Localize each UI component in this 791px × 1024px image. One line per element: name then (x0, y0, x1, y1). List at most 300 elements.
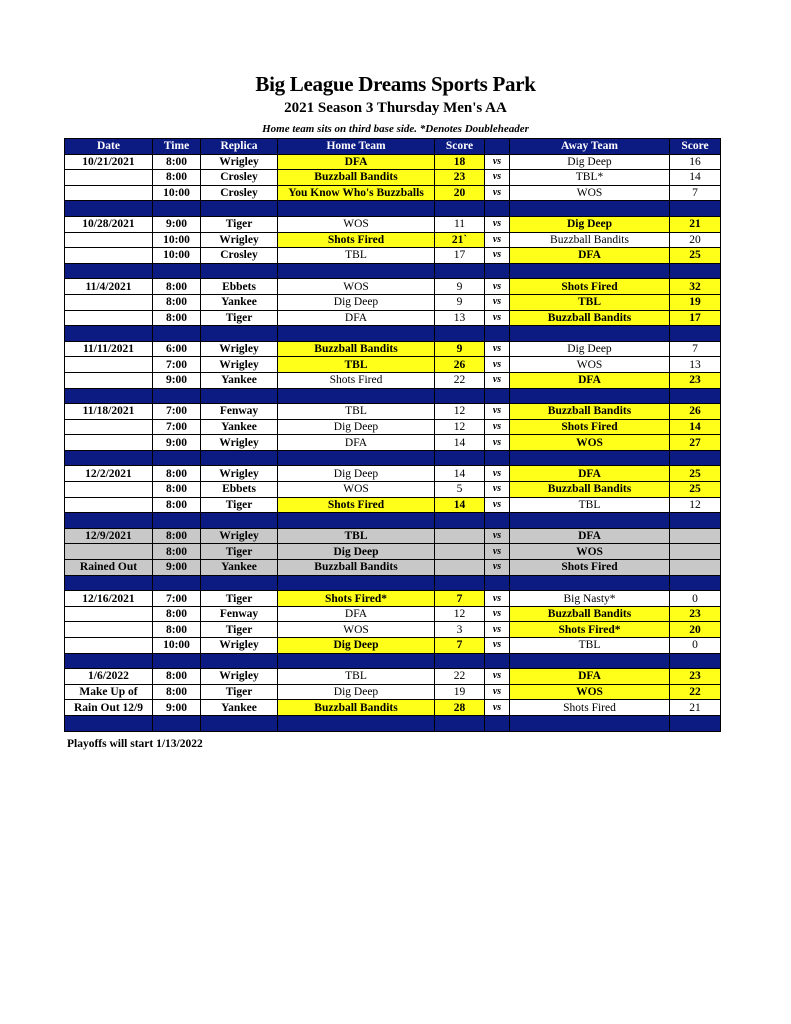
separator-cell (485, 575, 510, 591)
time-cell: 8:00 (153, 684, 201, 700)
vs-cell: vs (485, 560, 510, 576)
date-cell: 12/2/2021 (65, 466, 153, 482)
away-team-cell: WOS (510, 544, 670, 560)
time-cell: 8:00 (153, 294, 201, 310)
week-separator (65, 326, 721, 342)
date-cell: 11/4/2021 (65, 279, 153, 295)
time-cell: 10:00 (153, 185, 201, 201)
time-cell: 7:00 (153, 419, 201, 435)
home-team-cell: Dig Deep (278, 638, 435, 654)
home-score-cell: 12 (435, 404, 485, 420)
home-score-cell: 19 (435, 684, 485, 700)
away-score-cell (670, 544, 721, 560)
separator-cell (278, 575, 435, 591)
week-separator (65, 263, 721, 279)
home-team-cell: Dig Deep (278, 466, 435, 482)
time-cell: 8:00 (153, 170, 201, 186)
home-score-cell: 18 (435, 154, 485, 170)
vs-cell: vs (485, 528, 510, 544)
separator-cell (435, 263, 485, 279)
time-cell: 7:00 (153, 357, 201, 373)
away-score-cell: 20 (670, 622, 721, 638)
separator-cell (153, 201, 201, 217)
home-score-cell: 28 (435, 700, 485, 716)
date-cell: 10/28/2021 (65, 216, 153, 232)
date-cell (65, 622, 153, 638)
home-team-cell: WOS (278, 216, 435, 232)
away-team-cell: DFA (510, 528, 670, 544)
week-separator (65, 201, 721, 217)
separator-cell (510, 201, 670, 217)
separator-cell (201, 388, 278, 404)
time-cell: 9:00 (153, 372, 201, 388)
home-team-cell: Buzzball Bandits (278, 560, 435, 576)
time-cell: 8:00 (153, 154, 201, 170)
home-score-cell: 7 (435, 638, 485, 654)
separator-cell (201, 263, 278, 279)
date-cell: Rain Out 12/9 (65, 700, 153, 716)
away-team-cell: TBL* (510, 170, 670, 186)
vs-cell: vs (485, 466, 510, 482)
vs-cell: vs (485, 684, 510, 700)
home-team-cell: Shots Fired (278, 372, 435, 388)
vs-cell: vs (485, 185, 510, 201)
table-row (65, 372, 721, 388)
page-subtitle: 2021 Season 3 Thursday Men's AA (284, 100, 507, 116)
separator-cell (278, 263, 435, 279)
separator-cell (510, 575, 670, 591)
date-cell: 11/18/2021 (65, 404, 153, 420)
separator-cell (153, 326, 201, 342)
replica-cell: Wrigley (201, 466, 278, 482)
home-team-cell: DFA (278, 435, 435, 451)
replica-cell: Tiger (201, 544, 278, 560)
time-cell: 8:00 (153, 279, 201, 295)
vs-cell: vs (485, 404, 510, 420)
away-team-cell: Dig Deep (510, 341, 670, 357)
separator-cell (435, 388, 485, 404)
separator-cell (278, 388, 435, 404)
table-row (65, 232, 721, 248)
time-cell: 8:00 (153, 310, 201, 326)
time-cell: 9:00 (153, 560, 201, 576)
away-score-cell: 14 (670, 419, 721, 435)
header-row (65, 139, 721, 155)
away-team-cell: Shots Fired (510, 279, 670, 295)
vs-cell: vs (485, 606, 510, 622)
away-team-cell: Shots Fired (510, 419, 670, 435)
replica-cell: Tiger (201, 591, 278, 607)
away-team-cell: TBL (510, 294, 670, 310)
time-cell: 8:00 (153, 466, 201, 482)
away-team-cell: Buzzball Bandits (510, 404, 670, 420)
home-team-cell: Dig Deep (278, 544, 435, 560)
time-cell: 7:00 (153, 591, 201, 607)
away-score-cell: 0 (670, 591, 721, 607)
home-score-cell: 14 (435, 497, 485, 513)
home-score-cell: 9 (435, 341, 485, 357)
vs-cell: vs (485, 669, 510, 685)
home-team-cell: Dig Deep (278, 294, 435, 310)
away-score-cell: 21 (670, 216, 721, 232)
home-team-cell: Buzzball Bandits (278, 170, 435, 186)
separator-cell (485, 326, 510, 342)
separator-cell (201, 575, 278, 591)
home-team-cell: TBL (278, 248, 435, 264)
date-cell: Make Up of (65, 684, 153, 700)
separator-cell (670, 513, 721, 529)
away-team-cell: Buzzball Bandits (510, 482, 670, 498)
away-team-cell: DFA (510, 669, 670, 685)
vs-cell: vs (485, 357, 510, 373)
replica-cell: Crosley (201, 170, 278, 186)
home-score-cell: 17 (435, 248, 485, 264)
separator-cell (435, 575, 485, 591)
time-cell: 6:00 (153, 341, 201, 357)
replica-cell: Tiger (201, 497, 278, 513)
replica-cell: Yankee (201, 560, 278, 576)
date-cell: Rained Out (65, 560, 153, 576)
table-row (65, 185, 721, 201)
vs-cell: vs (485, 232, 510, 248)
replica-cell: Yankee (201, 419, 278, 435)
table-row (65, 544, 721, 560)
date-cell (65, 248, 153, 264)
table-row (65, 466, 721, 482)
separator-cell (201, 653, 278, 669)
table-row (65, 622, 721, 638)
time-cell: 10:00 (153, 638, 201, 654)
home-score-cell: 14 (435, 466, 485, 482)
table-row (65, 419, 721, 435)
separator-cell (65, 201, 153, 217)
separator-cell (153, 388, 201, 404)
time-cell: 10:00 (153, 248, 201, 264)
date-cell (65, 419, 153, 435)
vs-cell: vs (485, 544, 510, 560)
home-team-cell: WOS (278, 279, 435, 295)
separator-cell (485, 450, 510, 466)
separator-cell (510, 388, 670, 404)
schedule-body (65, 154, 721, 731)
home-team-cell: DFA (278, 606, 435, 622)
vs-cell: vs (485, 638, 510, 654)
separator-cell (435, 513, 485, 529)
away-score-cell: 32 (670, 279, 721, 295)
week-separator (65, 653, 721, 669)
home-score-cell: 21` (435, 232, 485, 248)
replica-cell: Fenway (201, 606, 278, 622)
separator-cell (65, 715, 153, 731)
vs-cell: vs (485, 700, 510, 716)
table-row (65, 310, 721, 326)
replica-cell: Ebbets (201, 482, 278, 498)
home-team-cell: Buzzball Bandits (278, 700, 435, 716)
table-row (65, 357, 721, 373)
away-team-cell: Buzzball Bandits (510, 310, 670, 326)
header-home-score: Score (435, 139, 485, 155)
vs-cell: vs (485, 154, 510, 170)
table-row (65, 497, 721, 513)
header-home-team: Home Team (278, 139, 435, 155)
replica-cell: Wrigley (201, 669, 278, 685)
home-score-cell: 9 (435, 279, 485, 295)
time-cell: 8:00 (153, 622, 201, 638)
away-score-cell: 21 (670, 700, 721, 716)
away-score-cell: 12 (670, 497, 721, 513)
away-team-cell: TBL (510, 497, 670, 513)
separator-cell (670, 201, 721, 217)
separator-cell (153, 715, 201, 731)
home-team-cell: TBL (278, 528, 435, 544)
away-team-cell: Buzzball Bandits (510, 232, 670, 248)
away-score-cell: 7 (670, 341, 721, 357)
separator-cell (510, 450, 670, 466)
playoffs-note: Playoffs will start 1/13/2022 (67, 738, 203, 750)
home-score-cell: 13 (435, 310, 485, 326)
vs-cell: vs (485, 622, 510, 638)
away-score-cell (670, 528, 721, 544)
separator-cell (670, 388, 721, 404)
away-score-cell: 19 (670, 294, 721, 310)
home-score-cell: 23 (435, 170, 485, 186)
separator-cell (153, 653, 201, 669)
separator-cell (435, 201, 485, 217)
week-separator (65, 513, 721, 529)
home-score-cell: 22 (435, 669, 485, 685)
home-score-cell: 20 (435, 185, 485, 201)
table-row (65, 435, 721, 451)
away-team-cell: DFA (510, 372, 670, 388)
vs-cell: vs (485, 216, 510, 232)
replica-cell: Yankee (201, 700, 278, 716)
date-cell (65, 232, 153, 248)
date-cell: 10/21/2021 (65, 154, 153, 170)
time-cell: 10:00 (153, 232, 201, 248)
home-team-cell: DFA (278, 154, 435, 170)
vs-cell: vs (485, 294, 510, 310)
vs-cell: vs (485, 435, 510, 451)
week-separator (65, 715, 721, 731)
replica-cell: Tiger (201, 216, 278, 232)
separator-cell (153, 263, 201, 279)
vs-cell: vs (485, 248, 510, 264)
separator-cell (510, 263, 670, 279)
away-team-cell: WOS (510, 357, 670, 373)
time-cell: 8:00 (153, 482, 201, 498)
separator-cell (670, 263, 721, 279)
away-score-cell: 25 (670, 466, 721, 482)
home-team-cell: DFA (278, 310, 435, 326)
home-score-cell: 5 (435, 482, 485, 498)
vs-cell: vs (485, 170, 510, 186)
home-team-cell: You Know Who's Buzzballs (278, 185, 435, 201)
separator-cell (201, 201, 278, 217)
date-cell (65, 310, 153, 326)
away-score-cell: 22 (670, 684, 721, 700)
date-cell (65, 435, 153, 451)
table-row (65, 482, 721, 498)
away-team-cell: Buzzball Bandits (510, 606, 670, 622)
time-cell: 8:00 (153, 669, 201, 685)
separator-cell (485, 201, 510, 217)
time-cell: 9:00 (153, 700, 201, 716)
separator-cell (278, 653, 435, 669)
home-score-cell: 12 (435, 606, 485, 622)
separator-cell (670, 575, 721, 591)
page-title: Big League Dreams Sports Park (255, 72, 536, 96)
week-separator (65, 388, 721, 404)
away-score-cell: 27 (670, 435, 721, 451)
table-row (65, 154, 721, 170)
date-cell (65, 606, 153, 622)
home-score-cell: 3 (435, 622, 485, 638)
replica-cell: Wrigley (201, 357, 278, 373)
date-cell: 12/16/2021 (65, 591, 153, 607)
separator-cell (65, 450, 153, 466)
vs-cell: vs (485, 372, 510, 388)
away-team-cell: WOS (510, 435, 670, 451)
date-cell (65, 638, 153, 654)
home-team-cell: Buzzball Bandits (278, 341, 435, 357)
separator-cell (153, 575, 201, 591)
separator-cell (65, 575, 153, 591)
away-score-cell: 7 (670, 185, 721, 201)
away-team-cell: Big Nasty* (510, 591, 670, 607)
separator-cell (278, 513, 435, 529)
replica-cell: Tiger (201, 684, 278, 700)
table-row (65, 638, 721, 654)
away-team-cell: Shots Fired (510, 560, 670, 576)
separator-cell (485, 263, 510, 279)
away-score-cell: 16 (670, 154, 721, 170)
date-cell (65, 294, 153, 310)
table-row (65, 341, 721, 357)
replica-cell: Wrigley (201, 341, 278, 357)
separator-cell (670, 715, 721, 731)
away-score-cell: 23 (670, 606, 721, 622)
away-team-cell: WOS (510, 684, 670, 700)
replica-cell: Wrigley (201, 154, 278, 170)
replica-cell: Ebbets (201, 279, 278, 295)
table-row (65, 279, 721, 295)
home-score-cell: 22 (435, 372, 485, 388)
separator-cell (153, 450, 201, 466)
schedule-table (64, 138, 721, 732)
home-score-cell: 12 (435, 419, 485, 435)
away-score-cell: 23 (670, 669, 721, 685)
header-time: Time (153, 139, 201, 155)
separator-cell (278, 715, 435, 731)
time-cell: 8:00 (153, 544, 201, 560)
separator-cell (670, 326, 721, 342)
home-score-cell: 11 (435, 216, 485, 232)
separator-cell (65, 263, 153, 279)
separator-cell (278, 450, 435, 466)
separator-cell (278, 326, 435, 342)
away-score-cell: 23 (670, 372, 721, 388)
vs-cell: vs (485, 497, 510, 513)
table-row (65, 216, 721, 232)
home-team-cell: Dig Deep (278, 419, 435, 435)
time-cell: 9:00 (153, 435, 201, 451)
vs-cell: vs (485, 482, 510, 498)
date-cell (65, 357, 153, 373)
home-team-cell: Shots Fired (278, 497, 435, 513)
home-team-cell: TBL (278, 357, 435, 373)
replica-cell: Tiger (201, 622, 278, 638)
replica-cell: Wrigley (201, 528, 278, 544)
date-cell (65, 544, 153, 560)
away-score-cell: 0 (670, 638, 721, 654)
home-score-cell: 7 (435, 591, 485, 607)
date-cell: 1/6/2022 (65, 669, 153, 685)
separator-cell (670, 653, 721, 669)
home-team-cell: Shots Fired* (278, 591, 435, 607)
away-team-cell: DFA (510, 466, 670, 482)
replica-cell: Wrigley (201, 435, 278, 451)
separator-cell (201, 715, 278, 731)
home-team-cell: TBL (278, 404, 435, 420)
vs-cell: vs (485, 419, 510, 435)
date-cell: 12/9/2021 (65, 528, 153, 544)
separator-cell (65, 653, 153, 669)
separator-cell (153, 513, 201, 529)
separator-cell (435, 653, 485, 669)
replica-cell: Fenway (201, 404, 278, 420)
week-separator (65, 575, 721, 591)
doubleheader-note: Home team sits on third base side. *Denotes Doubleheader (262, 123, 529, 135)
table-row (65, 248, 721, 264)
date-cell (65, 170, 153, 186)
vs-cell: vs (485, 310, 510, 326)
time-cell: 8:00 (153, 528, 201, 544)
home-score-cell: 14 (435, 435, 485, 451)
header-vs (485, 139, 510, 155)
date-cell (65, 372, 153, 388)
away-team-cell: Dig Deep (510, 216, 670, 232)
separator-cell (435, 450, 485, 466)
replica-cell: Tiger (201, 310, 278, 326)
separator-cell (65, 388, 153, 404)
table-row (65, 170, 721, 186)
header-away-score: Score (670, 139, 721, 155)
separator-cell (201, 450, 278, 466)
separator-cell (485, 715, 510, 731)
away-team-cell: Shots Fired (510, 700, 670, 716)
away-team-cell: Shots Fired* (510, 622, 670, 638)
table-row (65, 404, 721, 420)
header-replica: Replica (201, 139, 278, 155)
home-score-cell: 9 (435, 294, 485, 310)
away-score-cell: 25 (670, 248, 721, 264)
header-away-team: Away Team (510, 139, 670, 155)
table-row (65, 560, 721, 576)
table-row (65, 669, 721, 685)
away-score-cell: 20 (670, 232, 721, 248)
home-score-cell (435, 560, 485, 576)
separator-cell (485, 653, 510, 669)
table-row (65, 700, 721, 716)
time-cell: 7:00 (153, 404, 201, 420)
separator-cell (510, 715, 670, 731)
time-cell: 9:00 (153, 216, 201, 232)
away-score-cell: 25 (670, 482, 721, 498)
separator-cell (65, 326, 153, 342)
replica-cell: Wrigley (201, 232, 278, 248)
home-team-cell: WOS (278, 622, 435, 638)
date-cell (65, 482, 153, 498)
